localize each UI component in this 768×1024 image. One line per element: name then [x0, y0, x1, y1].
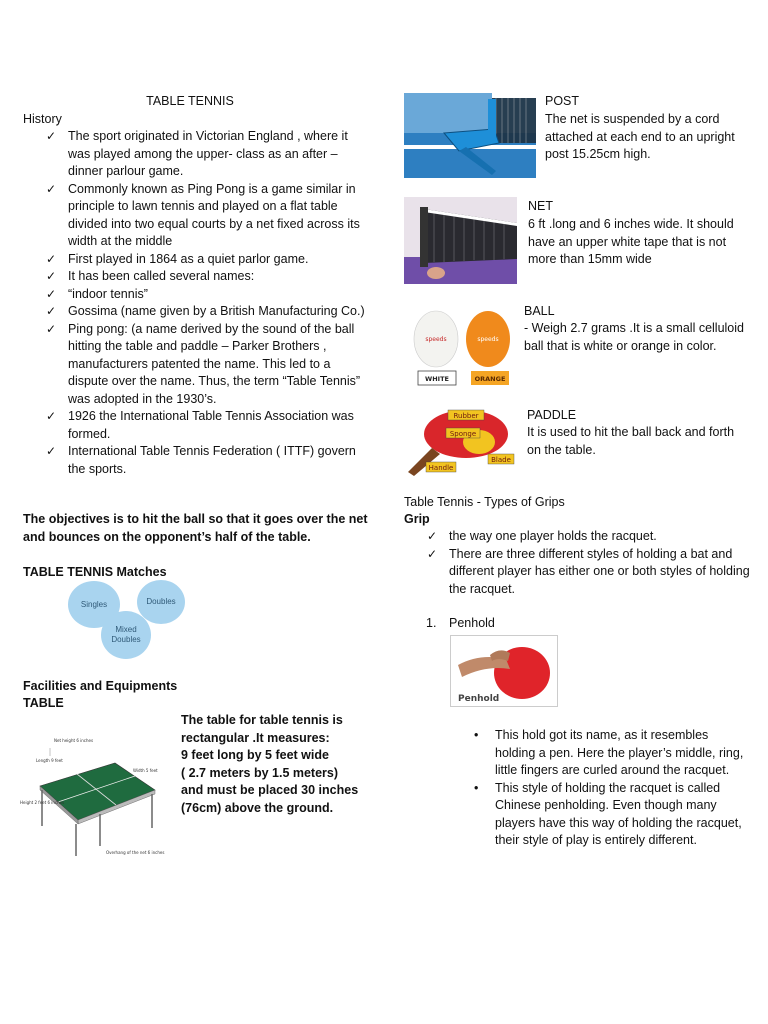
list-item: ✓ The sport originated in Victorian England , where it was played among the upper- class as an after – dinner parlour game. [46, 129, 348, 178]
net-text: 6 ft .long and 6 inches wide. It should have an upper white tape that is not more than 15mm wide [528, 217, 734, 266]
orange-ball-label: ORANGE [474, 375, 506, 383]
label-sponge: Sponge [449, 430, 477, 438]
penhold-list [470, 727, 750, 850]
label-blade: Blade [491, 456, 511, 464]
mixed-doubles-bubble [101, 611, 151, 659]
post-text: The net is suspended by a cord attached at each end to an upright post 15.25cm high. [545, 112, 735, 161]
label-width: Width 5 feet [133, 768, 158, 773]
paddle-heading: PADDLE [527, 408, 577, 422]
singles-bubble: Singles [68, 581, 120, 628]
paddle-image [404, 404, 522, 478]
mixed-label-line2: Doubles [111, 635, 141, 644]
check-icon: ✓ [46, 304, 57, 318]
facilities-heading: Facilities and Equipments [23, 679, 178, 693]
table-description: The table for table tennis is rectangular .It measures: 9 feet long by 5 feet wide ( 2.7 meters by 1.5 meters) and must be placed 30 inches (76cm) above the ground. [181, 713, 359, 815]
ball-heading: BALL [524, 304, 555, 318]
white-ball-label: WHITE [425, 375, 449, 383]
list-item: ✓ First played in 1864 as a quiet parlor game. [23, 251, 368, 269]
table-diagram [20, 728, 170, 860]
doubles-bubble: Doubles [137, 580, 185, 624]
label-net-height: Net height 6 inches [54, 738, 94, 743]
net-heading: NET [528, 199, 553, 213]
list-item: • This hold got its name, as it resembles holding a pen. Here the player’s middle, ring, little fingers are curled around the racquet. [474, 728, 744, 777]
check-icon: ✓ [427, 546, 438, 561]
list-item: ✓ 1926 the International Table Tennis Association was formed. [46, 409, 354, 441]
matches-heading: TABLE TENNIS Matches [23, 565, 167, 579]
grip-list [404, 528, 750, 598]
check-icon: ✓ [46, 444, 57, 458]
check-icon: ✓ [46, 181, 57, 196]
label-height: Height 2 feet 6 inches [20, 800, 65, 805]
label-rubber: Rubber [453, 412, 479, 420]
table-heading: TABLE [23, 696, 64, 710]
list-item: • This style of holding the racquet is called Chinese penholding. Even though many players have this way of holding the racquet, their style of play is entirely different. [474, 780, 742, 847]
net-image [404, 197, 517, 284]
list-item: ✓ the way one player holds the racquet. [404, 528, 750, 546]
ball-image [412, 307, 512, 389]
bullet-icon: • [474, 780, 479, 795]
penhold-label: Penhold [449, 616, 495, 630]
post-heading: POST [545, 94, 580, 108]
mixed-label-line1: Mixed [115, 625, 137, 634]
check-icon: ✓ [427, 529, 438, 543]
list-item: ✓ It has been called several names: [23, 268, 368, 286]
label-length: Length 9 feet [36, 758, 63, 763]
check-icon: ✓ [46, 321, 57, 336]
history-heading: History [23, 112, 62, 126]
list-item: ✓ Ping pong: (a name derived by the sound of the ball hitting the table and paddle – Parker Brothers , manufacturers patented the name. This led to a dispute over the name. Thus, the term “Table Tennis” was adopted in the 1930’s. [46, 321, 361, 406]
check-icon: ✓ [46, 129, 57, 143]
objectives-text: The objectives is to hit the ball so that it goes over the net and bounces on the opponent’s half of the table. [23, 512, 368, 544]
check-icon: ✓ [46, 286, 57, 301]
list-item: ✓ There are three different styles of holding a bat and different player has either one or both styles of holding the racquet. [427, 546, 750, 596]
check-icon: ✓ [46, 269, 57, 283]
check-icon: ✓ [46, 251, 57, 266]
paddle-text: It is used to hit the ball back and forth on the table. [527, 425, 735, 457]
check-icon: ✓ [46, 409, 57, 423]
list-item: ✓ International Table Tennis Federation ( ITTF) govern the sports. [46, 444, 356, 476]
orange-ball-brand: speeds [477, 336, 499, 343]
penhold-image-label: Penhold [458, 694, 500, 704]
list-item: ✓ Commonly known as Ping Pong is a game similar in principle to lawn tennis and played on a flat table divided into two equal courts by a net fixed across its width at the middle [46, 181, 360, 248]
label-handle: Handle [428, 464, 454, 472]
ball-text: - Weigh 2.7 grams .It is a small celluloid ball that is white or orange in color. [524, 321, 744, 353]
list-item: ✓ Gossima (name given by a British Manufacturing Co.) [23, 303, 368, 321]
grip-label: Grip [404, 512, 430, 526]
post-image [404, 93, 536, 178]
white-ball-brand: speeds [425, 336, 447, 343]
penhold-image [450, 635, 558, 707]
document-title: TABLE TENNIS [146, 94, 234, 108]
list-item: ✓ “indoor tennis” [23, 286, 368, 304]
penhold-number: 1. [426, 616, 437, 630]
bullet-icon: • [474, 728, 479, 742]
label-overhang: Overhang of the net 6 inches [106, 850, 165, 855]
grips-heading: Table Tennis - Types of Grips [404, 495, 565, 509]
history-list [23, 128, 368, 478]
